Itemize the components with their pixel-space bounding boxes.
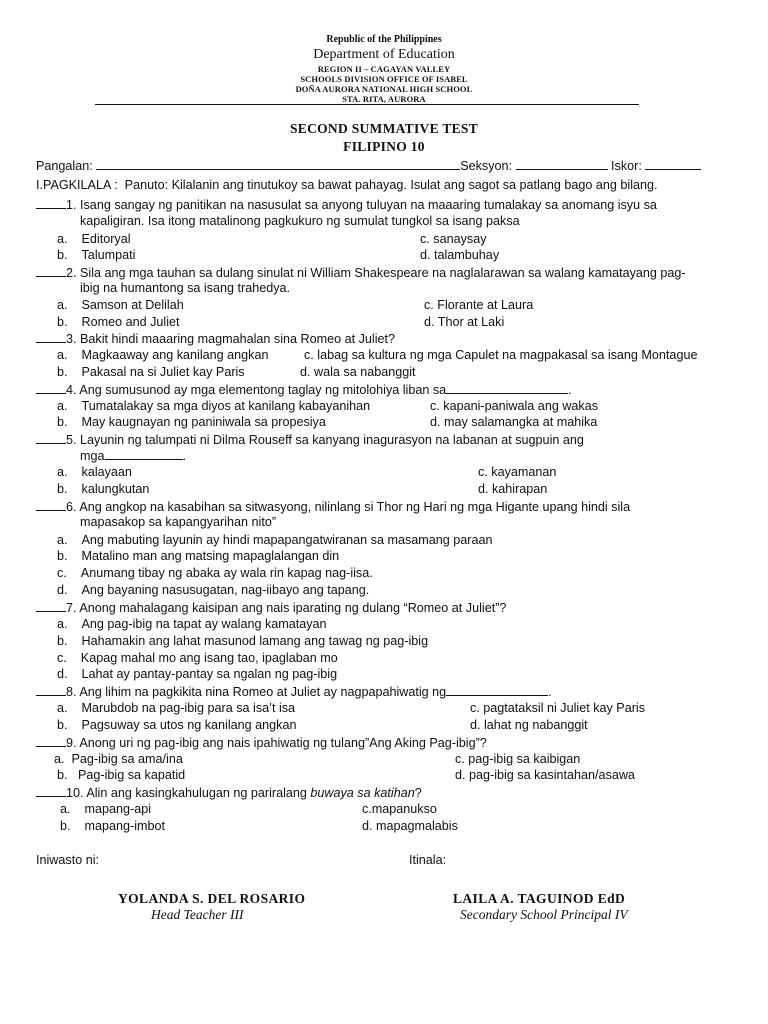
question-2 xyxy=(36,265,686,280)
answer-blank[interactable] xyxy=(36,382,66,394)
choice-b: b. Pakasal na si Juliet kay Paris xyxy=(57,365,245,379)
header-division: SCHOOLS DIVISION OFFICE OF ISABEL xyxy=(300,74,468,84)
question-number: 1. xyxy=(66,198,77,212)
inline-blank xyxy=(446,382,568,394)
question-text: Anong uri ng pag-ibig ang nais ipahiwatig ng tulang”Ang Aking Pag-ibig”? xyxy=(79,736,487,750)
choice-b: b. Matalino man ang matsing mapaglalangan din xyxy=(57,549,340,563)
question-number: 7. xyxy=(66,601,77,615)
choice-d: d. pag-ibig sa kasintahan/asawa xyxy=(455,768,635,782)
question-number: 8. xyxy=(66,685,77,699)
choice-c: c. Florante at Laura xyxy=(424,298,534,312)
choice-c: c. Kapag mahal mo ang isang tao, ipaglaban mo xyxy=(57,651,338,665)
question-number: 10. xyxy=(66,786,84,800)
answer-blank[interactable] xyxy=(36,331,66,343)
noted-by-label: Itinala: xyxy=(409,853,447,867)
inline-blank xyxy=(446,684,548,696)
choice-d: d. Ang bayaning nasusugatan, nag-iibayo ang tapang. xyxy=(57,583,370,597)
question-6-cont: mapasakop sa kapangyarihan nito” xyxy=(80,515,277,529)
student-info-line xyxy=(36,158,701,173)
section-field[interactable] xyxy=(516,158,608,170)
question-7 xyxy=(36,600,506,615)
question-5 xyxy=(36,432,584,447)
question-text: Ang sumusunod ay mga elementong taglay ng mitolohiya liban sa xyxy=(79,383,447,397)
question-3 xyxy=(36,331,395,346)
signatory-right-title: Secondary School Principal IV xyxy=(460,907,628,922)
choice-a: a. Pag-ibig sa ama/ina xyxy=(54,752,183,766)
question-number: 9. xyxy=(66,736,77,750)
inline-blank xyxy=(105,448,183,460)
header-region: REGION II – CAGAYAN VALLEY xyxy=(317,64,451,74)
section-label: Seksyon: xyxy=(460,159,513,173)
name-field[interactable] xyxy=(96,158,460,170)
choice-b: b. Hahamakin ang lahat masunod lamang ang tawag ng pag-ibig xyxy=(57,634,429,648)
choice-d: d. wala sa nabanggit xyxy=(300,365,416,379)
idiom-text: buwaya sa katihan xyxy=(310,786,415,800)
header-rule xyxy=(95,104,639,105)
answer-blank[interactable] xyxy=(36,785,66,797)
choice-b: b. May kaugnayan ng paniniwala sa propesiya xyxy=(57,415,326,429)
question-1 xyxy=(36,197,657,212)
question-number: 6. xyxy=(66,500,77,514)
question-text: Layunin ng talumpati ni Dilma Rouseff sa kanyang inagurasyon na labanan at sugpuin ang xyxy=(80,433,584,447)
signatory-left-title: Head Teacher III xyxy=(151,907,244,922)
choice-d: d. may salamangka at mahika xyxy=(430,415,598,429)
choice-d: d. lahat ng nabanggit xyxy=(470,718,588,732)
question-number: 4. xyxy=(66,383,77,397)
choice-b: b. kalungkutan xyxy=(57,482,150,496)
question-text: Bakit hindi maaaring magmahalan sina Romeo at Juliet? xyxy=(80,332,396,346)
choice-a: a. Editoryal xyxy=(57,232,131,246)
choice-a: a. Marubdob na pag-ibig para sa isa’t isa xyxy=(57,701,296,715)
part-label: I.PAGKILALA : xyxy=(36,178,118,192)
choice-c: c. sanaysay xyxy=(420,232,487,246)
signatory-left-name: YOLANDA S. DEL ROSARIO xyxy=(118,891,306,906)
checked-by-label: Iniwasto ni: xyxy=(36,853,99,867)
question-text: Isang sangay ng panitikan na nasusulat sa anyong tuluyan na maaaring tumalakay sa anomang isyu sa xyxy=(80,198,657,212)
choice-d: d. talambuhay xyxy=(420,248,500,262)
choice-c: c. pagtataksil ni Juliet kay Paris xyxy=(470,701,645,715)
answer-blank[interactable] xyxy=(36,735,66,747)
choice-c: c. Anumang tibay ng abaka ay wala rin kapag nag-iisa. xyxy=(57,566,373,580)
choice-d: d. mapagmalabis xyxy=(362,819,458,833)
question-text: Ang lihim na pagkikita nina Romeo at Juliet ay nagpapahiwatig ng xyxy=(79,685,447,699)
choice-b: b. Talumpati xyxy=(57,248,136,262)
answer-blank[interactable] xyxy=(36,197,66,209)
question-text: Sila ang mga tauhan sa dulang sinulat ni William Shakespeare na naglalarawan sa walang kamatayang pag- xyxy=(80,266,686,280)
choice-a: a. Magkaaway ang kanilang angkan xyxy=(57,348,269,362)
choice-b: b. mapang-imbot xyxy=(60,819,166,833)
choice-a: a. Ang mabuting layunin ay hindi mapapangatwiranan sa masamang paraan xyxy=(57,533,493,547)
answer-blank[interactable] xyxy=(36,265,66,277)
instructions xyxy=(36,178,658,192)
choice-a: a. Tumatalakay sa mga diyos at kanilang kabayanihan xyxy=(57,399,371,413)
choice-a: a. Samson at Delilah xyxy=(57,298,184,312)
question-number: 3. xyxy=(66,332,77,346)
question-10: 10. Alin ang kasingkahulugan ng pariralang buwaya sa katihan? xyxy=(36,785,422,800)
choice-c: c. kapani-paniwala ang wakas xyxy=(430,399,599,413)
choice-d: d. Lahat ay pantay-pantay sa ngalan ng pag-ibig xyxy=(57,667,338,681)
answer-blank[interactable] xyxy=(36,600,66,612)
question-1-cont: kapaligiran. Isa itong matalinong pagkukuro ng sumulat tungkol sa isang paksa xyxy=(80,214,520,228)
choice-d: d. kahirapan xyxy=(478,482,548,496)
question-text: Alin ang kasingkahulugan ng pariralang xyxy=(86,786,311,800)
choice-a: a. Ang pag-ibig na tapat ay walang kamatayan xyxy=(57,617,327,631)
answer-blank[interactable] xyxy=(36,432,66,444)
question-4: 4. Ang sumusunod ay mga elementong taglay ng mitolohiya liban sa . xyxy=(36,382,572,397)
question-text: Anong mahalagang kaisipan ang nais iparating ng dulang “Romeo at Juliet”? xyxy=(79,601,507,615)
choice-b: b. Pagsuway sa utos ng kanilang angkan xyxy=(57,718,297,732)
name-label: Pangalan: xyxy=(36,159,93,173)
answer-blank[interactable] xyxy=(36,499,66,511)
test-title: SECOND SUMMATIVE TEST xyxy=(289,121,479,136)
header-department: Department of Education xyxy=(313,47,455,62)
choice-b: b. Pag-ibig sa kapatid xyxy=(57,768,186,782)
question-2-cont: ibig na humantong sa isang trahedya. xyxy=(80,281,291,295)
answer-blank[interactable] xyxy=(36,684,66,696)
subject-title: FILIPINO 10 xyxy=(343,139,425,154)
score-field[interactable] xyxy=(645,158,701,170)
signatory-right-name: LAILA A. TAGUINOD EdD xyxy=(453,891,626,906)
header-republic: Republic of the Philippines xyxy=(326,34,442,45)
header-address: STA. RITA, AURORA xyxy=(342,94,426,104)
question-5-cont: mga . xyxy=(80,449,186,463)
question-9 xyxy=(36,735,487,750)
choice-d: d. Thor at Laki xyxy=(424,315,505,329)
question-number: 2. xyxy=(66,266,77,280)
choice-c: c. labag sa kultura ng mga Capulet na magpakasal sa isang Montague xyxy=(304,348,698,362)
score-label: Iskor: xyxy=(611,159,642,173)
choice-c: c.mapanukso xyxy=(362,802,437,816)
question-6 xyxy=(36,499,630,514)
choice-c: c. kayamanan xyxy=(478,465,557,479)
question-number: 5. xyxy=(66,433,77,447)
header-school: DOÑA AURORA NATIONAL HIGH SCHOOL xyxy=(295,84,473,94)
question-8: 8. Ang lihim na pagkikita nina Romeo at Juliet ay nagpapahiwatig ng . xyxy=(36,684,552,699)
choice-b: b. Romeo and Juliet xyxy=(57,315,180,329)
choice-a: a. kalayaan xyxy=(57,465,132,479)
choice-c: c. pag-ibig sa kaibigan xyxy=(455,752,581,766)
instructions-text: Panuto: Kilalanin ang tinutukoy sa bawat pahayag. Isulat ang sagot sa patlang bago ang bilang. xyxy=(124,178,658,192)
question-text: Ang angkop na kasabihan sa sitwasyong, nilinlang si Thor ng Hari ng mga Higante upang hindi sila xyxy=(79,500,631,514)
choice-a: a. mapang-api xyxy=(60,802,152,816)
